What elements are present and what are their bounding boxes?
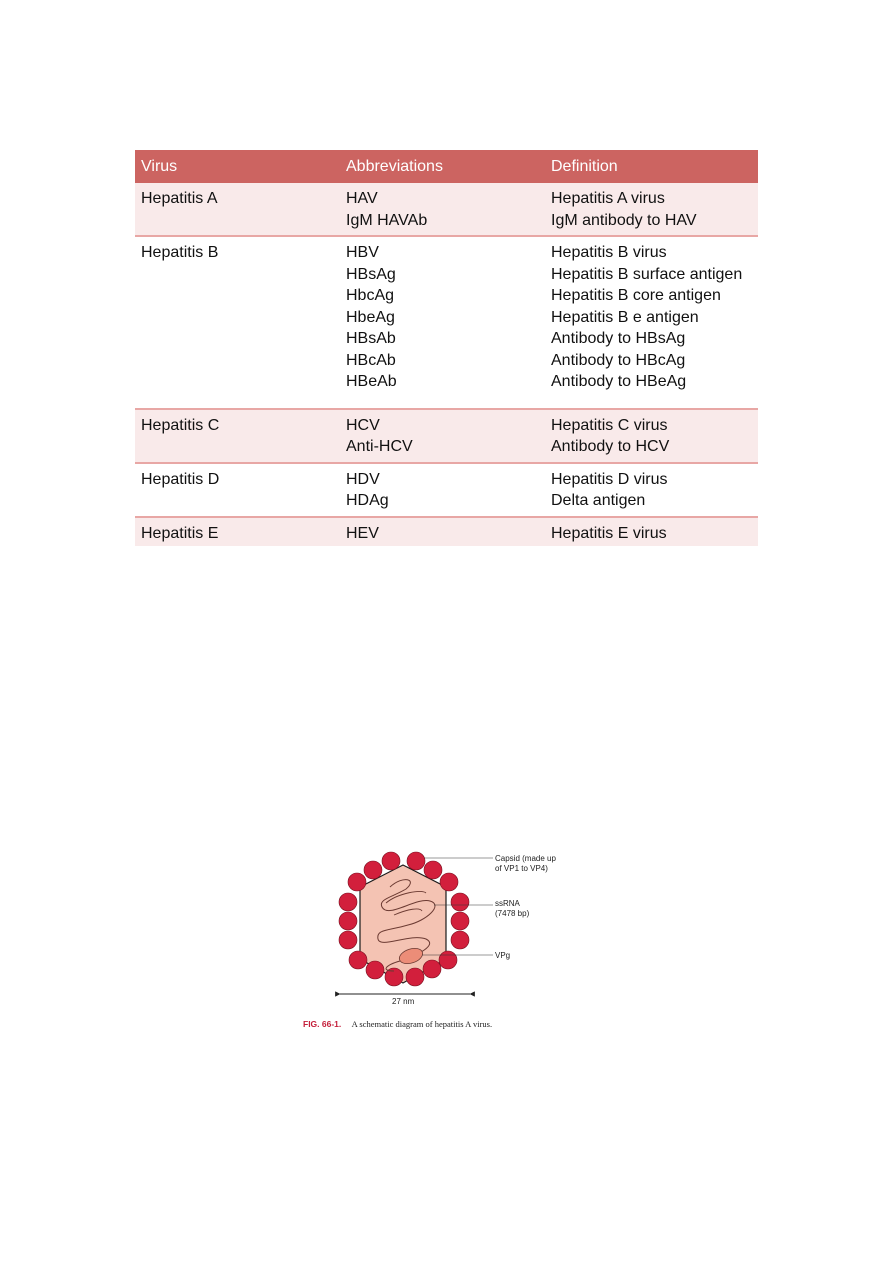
table-row <box>135 183 758 236</box>
abbreviation: HBsAb <box>346 330 396 347</box>
definition: Delta antigen <box>551 492 646 509</box>
capsomere <box>349 951 367 969</box>
definition: Hepatitis D virus <box>551 470 668 488</box>
definitions-cell <box>545 236 758 409</box>
abbreviation: Anti-HCV <box>346 438 413 455</box>
definition: Hepatitis B core antigen <box>551 287 721 304</box>
definition: Hepatitis C virus <box>551 416 668 434</box>
abbreviation: HDV <box>346 470 380 488</box>
capsid-label: Capsid (made up of VP1 to VP4) <box>495 854 556 873</box>
ssrna-label: ssRNA (7478 bp) <box>495 899 530 918</box>
figure-caption-text: A schematic diagram of hepatitis A virus. <box>351 1019 493 1029</box>
virus-cell: Hepatitis B <box>135 236 340 409</box>
capsomere <box>451 931 469 949</box>
capsomere <box>339 912 357 930</box>
abbreviations-cell <box>340 183 545 236</box>
capsomere <box>407 852 425 870</box>
header-virus: Virus <box>135 150 340 183</box>
abbreviation: HbeAg <box>346 308 395 326</box>
header-abbreviations: Abbreviations <box>340 150 545 183</box>
table-header-row <box>135 150 758 183</box>
capsomere <box>406 968 424 986</box>
virus-cell: Hepatitis C <box>135 409 340 463</box>
abbreviation: HAV <box>346 190 378 207</box>
virus-cell: Hepatitis A <box>135 183 340 236</box>
capsomere <box>424 861 442 879</box>
definitions-cell <box>545 517 758 546</box>
hepatitis-abbreviations-table <box>135 150 758 546</box>
size-label: 27 nm <box>392 997 415 1006</box>
virus-cell: Hepatitis E <box>135 517 340 546</box>
vpg-label: VPg <box>495 951 511 960</box>
table-row <box>135 409 758 463</box>
abbreviation: HBeAb <box>346 373 397 390</box>
table-row <box>135 236 758 409</box>
abbreviations-cell <box>340 409 545 463</box>
figure-number: FIG. 66-1. <box>303 1019 342 1029</box>
capsomere <box>439 951 457 969</box>
abbreviation: IgM HAVAb <box>346 211 428 229</box>
capsomere <box>382 852 400 870</box>
abbreviations-cell <box>340 236 545 409</box>
definitions-cell <box>545 463 758 517</box>
figure-caption <box>303 1019 492 1029</box>
definitions-cell <box>545 183 758 236</box>
definition: Hepatitis E virus <box>551 524 667 542</box>
abbreviation: HCV <box>346 416 380 434</box>
abbreviation: HBcAb <box>346 351 396 369</box>
definition: Hepatitis A virus <box>551 190 665 207</box>
definition: Antibody to HBeAg <box>551 373 687 390</box>
definition: Hepatitis B virus <box>551 244 667 261</box>
abbreviation: HBsAg <box>346 265 396 283</box>
capsomere <box>451 893 469 911</box>
abbreviations-cell <box>340 463 545 517</box>
hepatitis-a-virus-diagram <box>298 845 563 1040</box>
definition: Hepatitis B surface antigen <box>551 265 743 283</box>
definition: Antibody to HBcAg <box>551 351 686 369</box>
definition: IgM antibody to HAV <box>551 211 697 229</box>
abbreviation: HBV <box>346 244 379 261</box>
definition: Antibody to HBsAg <box>551 330 686 347</box>
abbreviation: HbcAg <box>346 287 395 304</box>
capsomere <box>339 893 357 911</box>
capsomere <box>423 960 441 978</box>
table-row <box>135 463 758 517</box>
capsomere <box>348 873 366 891</box>
capsomere <box>339 931 357 949</box>
abbreviations-cell <box>340 517 545 546</box>
capsomere <box>451 912 469 930</box>
definitions-cell <box>545 409 758 463</box>
header-definition: Definition <box>545 150 758 183</box>
capsomere <box>366 961 384 979</box>
virus-cell: Hepatitis D <box>135 463 340 517</box>
abbreviation: HDAg <box>346 492 389 509</box>
definition: Hepatitis B e antigen <box>551 308 699 326</box>
definition: Antibody to HCV <box>551 438 670 455</box>
capsomere <box>364 861 382 879</box>
table-row <box>135 517 758 546</box>
capsomere <box>440 873 458 891</box>
abbreviation: HEV <box>346 524 379 542</box>
